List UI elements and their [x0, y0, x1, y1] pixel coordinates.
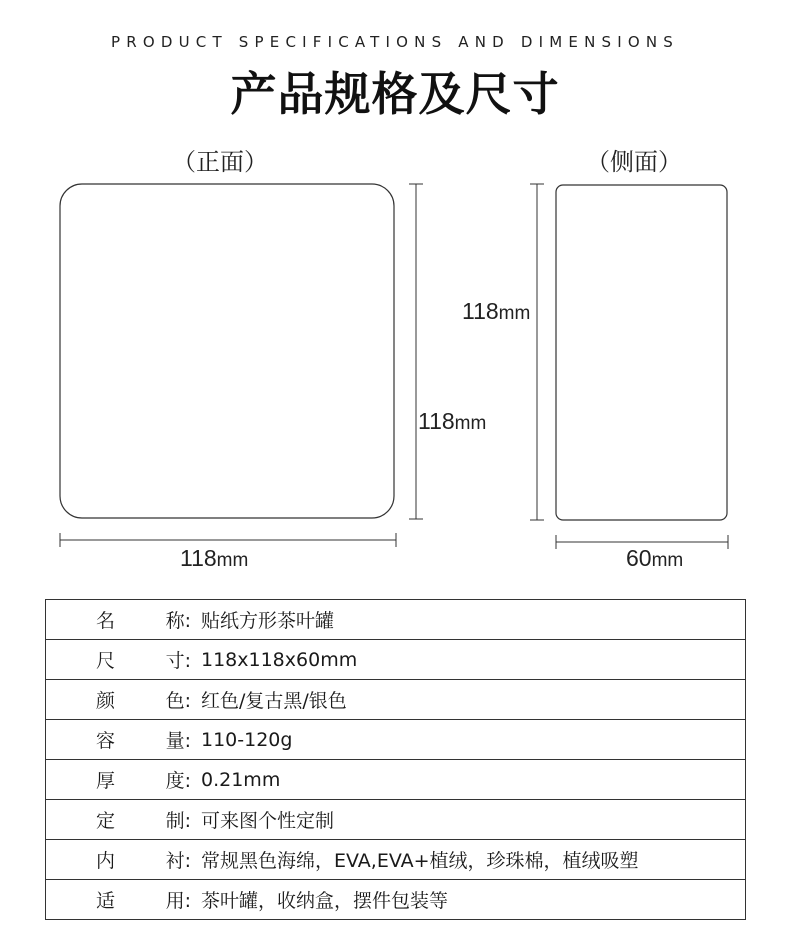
table-row — [46, 640, 746, 680]
spec-key: 名 — [96, 610, 116, 632]
spec-key: 用: — [165, 890, 191, 912]
spec-key: 称: — [165, 610, 191, 632]
spec-value: 常规黑色海绵，EVA,EVA+植绒，珍珠棉，植绒吸塑 — [201, 850, 639, 872]
table-row — [46, 760, 746, 800]
spec-key: 衬: — [165, 850, 191, 872]
side-view-label: （侧面） — [586, 148, 682, 176]
front-width-label: 118mm — [180, 545, 249, 571]
spec-key: 度: — [165, 770, 191, 792]
spec-key: 色: — [165, 690, 191, 712]
spec-key: 厚 — [96, 770, 116, 792]
spec-key: 容 — [96, 730, 116, 752]
side-height-dimension — [530, 184, 544, 520]
page-title: 产品规格及尺寸 — [230, 67, 560, 121]
spec-value: 贴纸方形茶叶罐 — [201, 610, 335, 632]
header-subtitle: PRODUCT SPECIFICATIONS AND DIMENSIONS — [111, 33, 679, 51]
side-width-label: 60mm — [626, 545, 684, 571]
table-row — [46, 600, 746, 640]
spec-key: 制: — [165, 810, 191, 832]
spec-key: 寸: — [165, 650, 191, 672]
spec-key: 内 — [96, 850, 116, 872]
side-height-label: 118mm — [462, 298, 531, 324]
spec-key: 尺 — [96, 650, 116, 672]
spec-key: 定 — [96, 810, 116, 832]
front-view-label: （正面） — [172, 148, 268, 176]
spec-value: 118x118x60mm — [201, 648, 358, 671]
table-row — [46, 720, 746, 760]
table-row — [46, 840, 746, 880]
front-height-dimension — [409, 184, 423, 519]
spec-value: 红色/复古黑/银色 — [201, 690, 347, 712]
side-view-outline — [556, 185, 727, 520]
spec-key: 适 — [96, 890, 116, 912]
spec-value: 可来图个性定制 — [201, 810, 335, 832]
spec-value: 110-120g — [201, 728, 293, 751]
spec-key: 量: — [165, 730, 191, 752]
front-view-outline — [60, 184, 394, 518]
table-row — [46, 880, 746, 920]
spec-value: 0.21mm — [201, 768, 281, 791]
table-row — [46, 680, 746, 720]
spec-value: 茶叶罐，收纳盒，摆件包装等 — [201, 890, 449, 912]
table-row — [46, 800, 746, 840]
spec-key: 颜 — [96, 690, 116, 712]
front-height-label: 118mm — [418, 408, 487, 434]
spec-table — [45, 599, 746, 920]
